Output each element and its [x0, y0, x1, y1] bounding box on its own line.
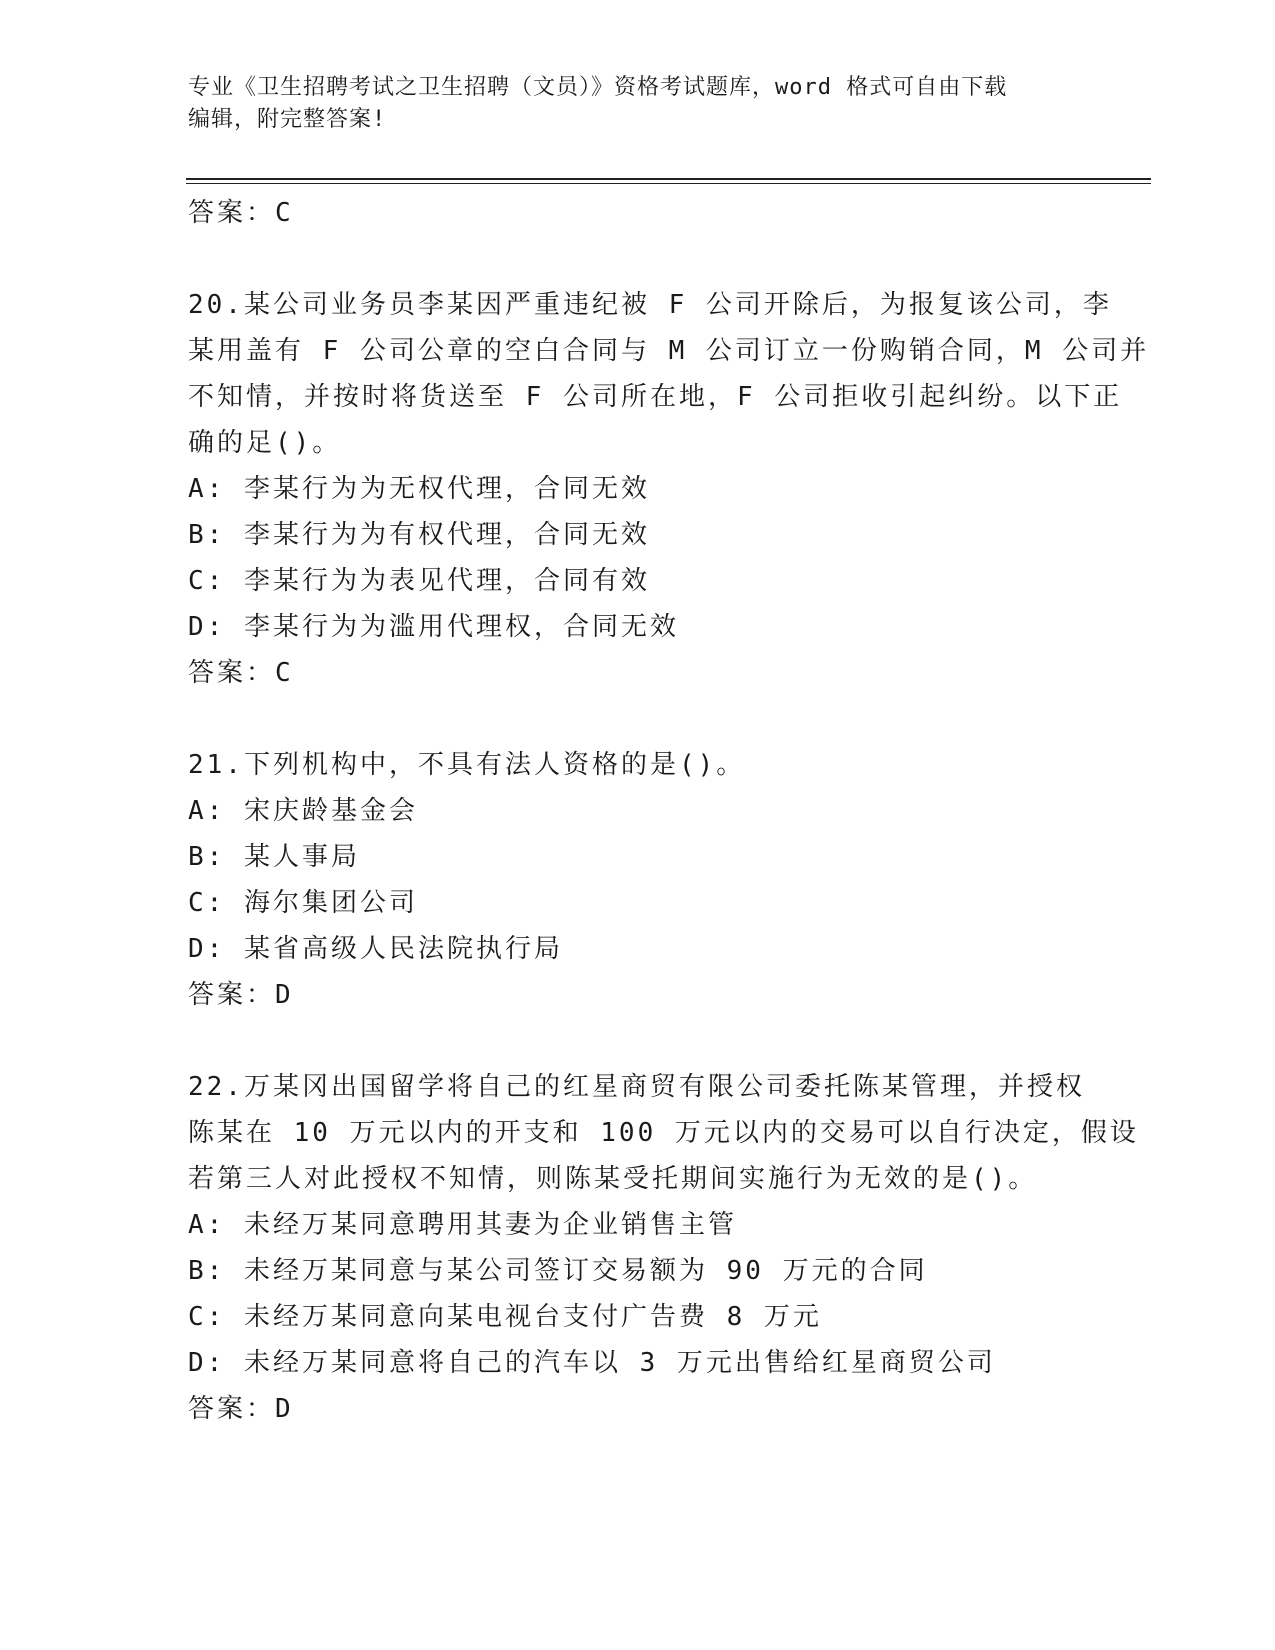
spacer — [188, 1018, 1088, 1064]
spacer — [188, 236, 1088, 282]
option-b: B: 未经万某同意与某公司签订交易额为 90 万元的合同 — [188, 1256, 928, 1286]
question-text-line: 20.某公司业务员李某因严重违纪被 F 公司开除后，为报复该公司，李 — [188, 290, 1112, 320]
option-b: B: 李某行为为有权代理，合同无效 — [188, 520, 650, 550]
answer-line: 答案：D — [188, 1394, 294, 1424]
question-block — [188, 1064, 1139, 1432]
header-divider-thin — [186, 183, 1151, 184]
option-c: C: 海尔集团公司 — [188, 888, 418, 918]
answer-line: 答案：D — [188, 980, 294, 1010]
answer-line: 答案：C — [188, 658, 294, 688]
question-text-line: 22.万某冈出国留学将自己的红星商贸有限公司委托陈某管理，并授权 — [188, 1072, 1085, 1102]
question-text-line: 21.下列机构中，不具有法人资格的是()。 — [188, 750, 746, 780]
option-c: C: 未经万某同意向某电视台支付广告费 8 万元 — [188, 1302, 822, 1332]
header-divider-thick — [186, 178, 1151, 180]
document-body — [188, 190, 1150, 1432]
question-text-line: 某用盖有 F 公司公章的空白合同与 M 公司订立一份购销合同，M 公司并 — [188, 336, 1150, 366]
question-block — [188, 742, 1088, 1018]
option-d: D: 未经万某同意将自己的汽车以 3 万元出售给红星商贸公司 — [188, 1348, 996, 1378]
option-a: A: 未经万某同意聘用其妻为企业销售主管 — [188, 1210, 737, 1240]
question-text-line: 陈某在 10 万元以内的开支和 100 万元以内的交易可以自行决定，假设 — [188, 1118, 1139, 1148]
header-line-1: 专业《卫生招聘考试之卫生招聘（文员）》资格考试题库，word 格式可自由下载 — [188, 75, 1008, 100]
question-text-line: 确的足()。 — [188, 428, 342, 458]
document-header — [188, 72, 1088, 136]
answer-line: 答案：C — [188, 198, 294, 228]
spacer — [188, 696, 1088, 742]
question-text-line: 不知情，并按时将货送至 F 公司所在地，F 公司拒收引起纠纷。以下正 — [188, 382, 1123, 412]
option-a: A: 宋庆龄基金会 — [188, 796, 418, 826]
header-line-2: 编辑，附完整答案! — [188, 107, 387, 132]
option-d: D: 某省高级人民法院执行局 — [188, 934, 563, 964]
option-c: C: 李某行为为表见代理，合同有效 — [188, 566, 650, 596]
option-b: B: 某人事局 — [188, 842, 360, 872]
question-block — [188, 282, 1150, 696]
option-a: A: 李某行为为无权代理，合同无效 — [188, 474, 650, 504]
question-text-line: 若第三人对此授权不知情，则陈某受托期间实施行为无效的是()。 — [188, 1164, 1038, 1194]
option-d: D: 李某行为为滥用代理权，合同无效 — [188, 612, 679, 642]
